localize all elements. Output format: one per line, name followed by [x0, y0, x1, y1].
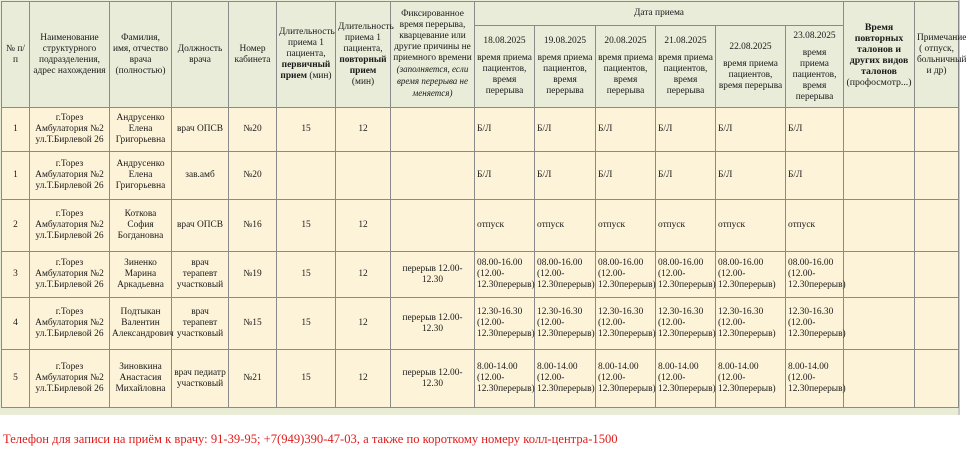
date-header — [716, 26, 786, 108]
row-day-schedule[interactable]: 08.00-16.00 (12.00-12.30перерыв) — [656, 252, 716, 298]
row-room[interactable]: №19 — [229, 252, 277, 298]
header-duration-first-unit: (мин) — [309, 71, 332, 81]
header-dept: Наименование структурного подразделения, адрес нахождения — [30, 2, 110, 108]
row-day-schedule[interactable]: Б/Л — [716, 152, 786, 200]
row-talons[interactable] — [844, 108, 915, 152]
row-day-schedule[interactable]: отпуск — [535, 200, 596, 252]
date-header — [786, 26, 844, 108]
row-position[interactable]: врач терапевт участковый — [172, 252, 229, 298]
header-duration-first-bold: первичный прием — [280, 60, 331, 81]
table-row — [2, 108, 959, 152]
row-talons[interactable] — [844, 152, 915, 200]
date-header — [596, 26, 656, 108]
row-day-schedule[interactable]: Б/Л — [596, 152, 656, 200]
header-remark: Примечание ( отпуск, больничный и др) — [915, 2, 959, 108]
row-day-schedule[interactable]: отпуск — [716, 200, 786, 252]
row-day-schedule[interactable]: Б/Л — [786, 152, 844, 200]
row-break-time[interactable]: перерыв 12.00-12.30 — [391, 350, 475, 408]
table-row — [2, 298, 959, 350]
row-number[interactable]: 5 — [2, 350, 30, 408]
header-fio: Фамилия, имя, отчество врача (полностью) — [110, 2, 172, 108]
row-duration-first[interactable]: 15 — [277, 350, 336, 408]
row-break-time[interactable] — [391, 200, 475, 252]
header-room: Номер кабинета — [229, 2, 277, 108]
row-day-schedule[interactable]: 12.30-16.30 (12.00-12.30перерыв) — [786, 298, 844, 350]
row-position[interactable]: врач ОПСВ — [172, 200, 229, 252]
row-duration-first[interactable]: 15 — [277, 108, 336, 152]
row-day-schedule[interactable]: Б/Л — [535, 152, 596, 200]
row-day-schedule[interactable]: отпуск — [656, 200, 716, 252]
row-department[interactable]: г.Торез Амбулатория №2 ул.Т.Бирлевой 26 — [30, 200, 110, 252]
row-day-schedule[interactable]: 8.00-14.00 (12.00-12.30перерыв) — [475, 350, 535, 408]
row-remark[interactable] — [915, 350, 959, 408]
row-talons[interactable] — [844, 298, 915, 350]
row-department[interactable]: г.Торез Амбулатория №2 ул.Т.Бирлевой 26 — [30, 152, 110, 200]
date-header — [656, 26, 716, 108]
row-remark[interactable] — [915, 252, 959, 298]
header-position: Должность врача — [172, 2, 229, 108]
header-break-text: Фиксированное время перерыва, кварцевание или другие причины не приемного времени — [393, 9, 472, 63]
row-department[interactable]: г.Торез Амбулатория №2 ул.Т.Бирлевой 26 — [30, 350, 110, 408]
row-day-schedule[interactable]: Б/Л — [596, 108, 656, 152]
header-duration-first — [277, 2, 336, 108]
date-label: 23.08.2025 — [793, 30, 836, 41]
row-room[interactable]: №21 — [229, 350, 277, 408]
row-remark[interactable] — [915, 108, 959, 152]
row-day-schedule[interactable]: 08.00-16.00 (12.00-12.30перерыв) — [596, 252, 656, 298]
row-day-schedule[interactable]: 12.30-16.30 (12.00-12.30перерыв) — [475, 298, 535, 350]
row-position[interactable]: врач терапевт участковый — [172, 298, 229, 350]
row-day-schedule[interactable]: Б/Л — [535, 108, 596, 152]
row-duration-first[interactable]: 15 — [277, 200, 336, 252]
header-talons — [844, 2, 915, 108]
row-doctor-name[interactable]: Андрусенко Елена Григорьевна — [110, 152, 172, 200]
row-break-time[interactable]: перерыв 12.00-12.30 — [391, 252, 475, 298]
row-duration-repeat[interactable]: 12 — [336, 350, 391, 408]
row-day-schedule[interactable]: отпуск — [475, 200, 535, 252]
row-department[interactable]: г.Торез Амбулатория №2 ул.Т.Бирлевой 26 — [30, 108, 110, 152]
header-duration-repeat-bold: повторный прием — [339, 54, 387, 76]
row-department[interactable]: г.Торез Амбулатория №2 ул.Т.Бирлевой 26 — [30, 298, 110, 350]
header-duration-repeat-unit: (мин) — [351, 76, 375, 87]
row-room[interactable]: №20 — [229, 152, 277, 200]
table-row — [2, 152, 959, 200]
header-num: № п/п — [2, 2, 30, 108]
row-doctor-name[interactable]: Подтыкан Валентин Александрович — [110, 298, 172, 350]
table-row — [2, 350, 959, 408]
row-day-schedule[interactable]: 12.30-16.30 (12.00-12.30перерыв) — [596, 298, 656, 350]
schedule-table — [1, 1, 966, 408]
header-duration-repeat — [336, 2, 394, 108]
row-day-schedule[interactable]: Б/Л — [656, 108, 716, 152]
row-duration-repeat[interactable]: 12 — [336, 298, 391, 350]
row-position[interactable]: врач ОПСВ — [172, 108, 229, 152]
header-break — [391, 2, 475, 108]
booking-phone-note: Телефон для записи на приём к врачу: 91-39-95; +7(949)390-47-03, а также по короткому номеру колл-центра-1500 — [3, 432, 618, 446]
row-duration-first[interactable]: 15 — [277, 252, 336, 298]
header-dates-title: Дата приема — [475, 2, 844, 26]
row-number[interactable]: 4 — [2, 298, 30, 350]
row-doctor-name[interactable]: Зиновкина Анастасия Михайловна — [110, 350, 172, 408]
row-day-schedule[interactable]: 12.30-16.30 (12.00-12.30перерыв) — [656, 298, 716, 350]
row-talons[interactable] — [844, 252, 915, 298]
row-duration-repeat[interactable]: 12 — [336, 200, 391, 252]
table-row — [2, 252, 959, 298]
row-day-schedule[interactable]: 8.00-14.00 (12.00-12.30перерыв) — [535, 350, 596, 408]
date-label: 18.08.2025 — [483, 36, 526, 46]
date-label: 19.08.2025 — [543, 36, 587, 46]
header-talons-text: Время повторных талонов и других видов талонов — [849, 21, 909, 77]
date-label: 20.08.2025 — [604, 36, 647, 46]
row-talons[interactable] — [844, 350, 915, 408]
row-remark[interactable] — [915, 200, 959, 252]
row-number[interactable]: 2 — [2, 200, 30, 252]
row-remark[interactable] — [915, 298, 959, 350]
row-day-schedule[interactable]: Б/Л — [656, 152, 716, 200]
date-sub-label: время приема пациентов, время перерыва — [477, 53, 532, 96]
row-day-schedule[interactable]: отпуск — [596, 200, 656, 252]
date-sub-label: время приема пациентов, время перерыва — [792, 47, 837, 102]
row-room[interactable]: №15 — [229, 298, 277, 350]
date-sub-label: время приема пациентов, время перерыва — [598, 53, 653, 96]
header-duration-first-text: Длительность приема 1 пациента, — [279, 27, 335, 59]
row-doctor-name[interactable]: Коткова София Богдановна — [110, 200, 172, 252]
row-day-schedule[interactable]: 8.00-14.00 (12.00-12.30перерыв) — [786, 350, 844, 408]
row-break-time[interactable]: перерыв 12.00-12.30 — [391, 298, 475, 350]
row-day-schedule[interactable]: 8.00-14.00 (12.00-12.30перерыв) — [596, 350, 656, 408]
row-day-schedule[interactable]: Б/Л — [716, 108, 786, 152]
date-sub-label: время приема пациентов, время перерыва — [658, 53, 713, 96]
row-duration-repeat[interactable] — [336, 152, 391, 200]
row-position[interactable]: врач педиатр участковый — [172, 350, 229, 408]
date-header — [535, 26, 596, 108]
row-break-time[interactable] — [391, 152, 475, 200]
row-day-schedule[interactable]: Б/Л — [475, 152, 535, 200]
row-number[interactable]: 3 — [2, 252, 30, 298]
row-doctor-name[interactable]: Андрусенко Елена Григорьевна — [110, 108, 172, 152]
row-number[interactable]: 1 — [2, 108, 30, 152]
row-day-schedule[interactable]: 12.30-16.30 (12.00-12.30перерыв) — [535, 298, 596, 350]
row-position[interactable]: зав.амб — [172, 152, 229, 200]
row-number[interactable]: 1 — [2, 152, 30, 200]
date-sub-label: время приема пациентов, время перерыва — [537, 53, 593, 96]
header-talons-tail: (профосмотр...) — [846, 76, 912, 88]
row-day-schedule[interactable]: Б/Л — [786, 108, 844, 152]
row-day-schedule[interactable]: 08.00-16.00 (12.00-12.30перерыв) — [716, 252, 786, 298]
date-header — [475, 26, 535, 108]
table-row — [2, 200, 959, 252]
row-duration-repeat[interactable]: 12 — [336, 108, 391, 152]
row-day-schedule[interactable]: Б/Л — [475, 108, 535, 152]
row-day-schedule[interactable]: отпуск — [786, 200, 844, 252]
row-day-schedule[interactable]: 08.00-16.00 (12.00-12.30перерыв) — [535, 252, 596, 298]
header-duration-repeat-text: Длительность приема 1 пациента, — [338, 21, 394, 54]
row-day-schedule[interactable]: 08.00-16.00 (12.00-12.30перерыв) — [475, 252, 535, 298]
date-label: 22.08.2025 — [729, 41, 772, 52]
row-break-time[interactable] — [391, 108, 475, 152]
row-duration-repeat[interactable]: 12 — [336, 252, 391, 298]
row-talons[interactable] — [844, 200, 915, 252]
row-duration-first[interactable] — [277, 152, 336, 200]
row-day-schedule[interactable]: 12.30-16.30 (12.00-12.30перерыв) — [716, 298, 786, 350]
row-remark[interactable] — [915, 152, 959, 200]
row-day-schedule[interactable]: 8.00-14.00 (12.00-12.30перерыв) — [716, 350, 786, 408]
row-room[interactable]: №16 — [229, 200, 277, 252]
date-sub-label: время приема пациентов, время перерыва — [718, 58, 783, 91]
row-duration-first[interactable]: 15 — [277, 298, 336, 350]
date-label: 21.08.2025 — [664, 36, 707, 46]
header-break-note: (заполняется, если время перерыва не меняется) — [396, 64, 469, 98]
row-department[interactable]: г.Торез Амбулатория №2 ул.Т.Бирлевой 26 — [30, 252, 110, 298]
row-day-schedule[interactable]: 8.00-14.00 (12.00-12.30перерыв) — [656, 350, 716, 408]
row-room[interactable]: №20 — [229, 108, 277, 152]
row-doctor-name[interactable]: Зиненко Марина Аркадьевна — [110, 252, 172, 298]
row-day-schedule[interactable]: 08.00-16.00 (12.00-12.30перерыв) — [786, 252, 844, 298]
